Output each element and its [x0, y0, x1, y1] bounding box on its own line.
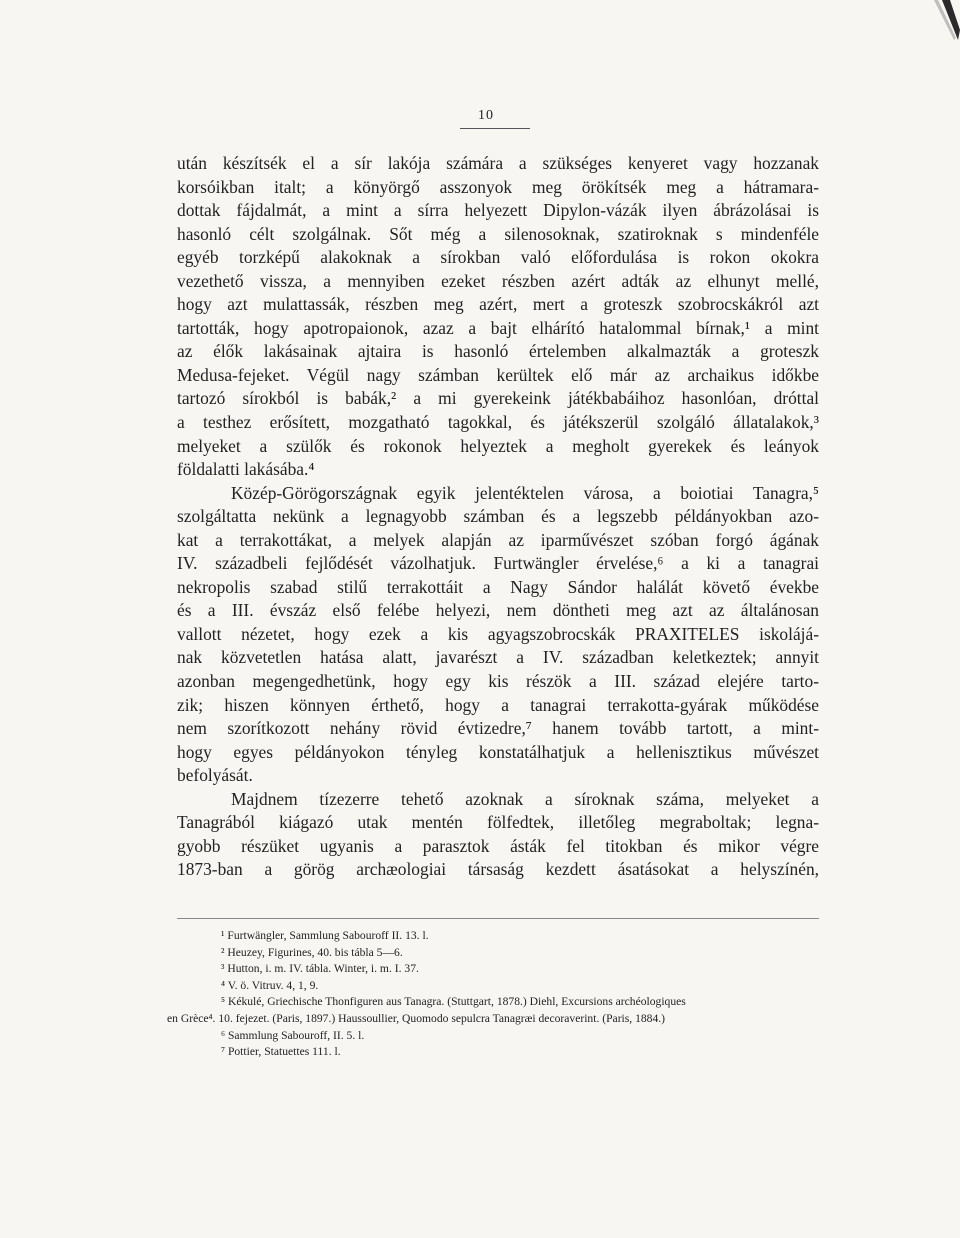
footnote: ⁵ Kékulé, Griechische Thonfiguren aus Tanagra. (Stuttgart, 1878.) Diehl, Excursions archéologiques: [221, 995, 686, 1009]
text-line: tartozó sírokból is babák,² a mi gyerekeink játékbabáihoz hasonlóan, dróttal: [177, 388, 819, 409]
footnote: ⁶ Sammlung Sabouroff, II. 5. l.: [221, 1028, 365, 1042]
text-line: dottak fájdalmát, a mint a sírra helyezett Dipylon-vázák ilyen ábrázolásai is: [177, 200, 819, 221]
footnote: ⁷ Pottier, Statuettes 111. l.: [221, 1045, 341, 1059]
text-line: szolgáltatta nekünk a legnagyobb számban és a legszebb példányokban azo-: [177, 506, 819, 527]
footnotes: [167, 928, 825, 1061]
text-line: Majdnem tízezerre tehető azoknak a síroknak száma, melyeket a: [231, 788, 819, 809]
text-line: egyéb torzképű alakoknak a sírokban való előfordulása is rokon okokra: [177, 247, 819, 268]
footnote-separator: [177, 918, 819, 919]
text-line: zik; hiszen könnyen érthető, hogy a tanagrai terrakotta-gyárak működése: [177, 694, 819, 715]
text-line: a testhez erősített, mozgatható tagokkal, és játékszerül szolgáló állatalakok,³: [177, 412, 819, 433]
page-number: 10: [478, 108, 494, 123]
text-line: vezethető vissza, a mennyiben ezeket részben azért adták az elhunyt mellé,: [177, 270, 819, 291]
text-line: befolyását.: [177, 765, 253, 786]
text-line: gyobb részüket ugyanis a parasztok ásták fel titokban és mikor végre: [177, 835, 819, 856]
text-line: kat a terrakottákat, a melyek alapján az iparművészet szóban forgó ágának: [177, 529, 819, 550]
text-line: Medusa-fejeket. Végül nagy számban kerültek elő már az archaikus időkbe: [177, 364, 819, 385]
text-line: tartották, hogy apotropaionok, azaz a bajt elhárító hatalommal bírnak,¹ a mint: [177, 317, 819, 338]
text-line: 1873-ban a görög archæologiai társaság kezdett ásatásokat a helyszínén,: [177, 859, 819, 880]
text-line: nak közvetetlen hatása alatt, javarészt a IV. században keletkeztek; annyit: [177, 647, 819, 668]
text-line: azonban megengedhetünk, hogy egy kis részök a III. század elejére tarto-: [177, 671, 819, 692]
text-line: Közép-Görögországnak egyik jelentéktelen városa, a boiotiai Tanagra,⁵: [231, 482, 819, 503]
footnote: ³ Hutton, i. m. IV. tábla. Winter, i. m. I. 37.: [221, 962, 419, 976]
text-line: vallott nézetet, hogy ezek a kis agyagszobrocskák PRAXITELES iskolájá-: [177, 623, 819, 644]
text-line: az élők lakásainak ajtaira is hasonló értelemben alkalmazták a groteszk: [177, 341, 819, 362]
text-line: nem szorítkozott nehány rövid évtizedre,⁷ hanem tovább tartott, a mint-: [177, 718, 819, 739]
corner-mark: [920, 0, 960, 40]
text-line: Tanagrából kiágazó utak mentén fölfedtek, illetőleg megraboltak; legna-: [177, 812, 819, 833]
text-line: hasonló célt szolgálnak. Sőt még a silenosoknak, szatiroknak s mindenféle: [177, 223, 819, 244]
text-line: földalatti lakásába.⁴: [177, 459, 315, 480]
text-line: után készítsék el a sír lakója számára a szükséges kenyeret vagy hozzanak: [177, 153, 819, 173]
footnote: en Grèce⁴. 10. fejezet. (Paris, 1897.) Haussoullier, Quomodo sepulcra Tanagræi decoraverint. (Paris, 1884.): [167, 1011, 666, 1025]
text-line: hogy egyes példányokon tényleg konstatálhatjuk a hellenisztikus művészet: [177, 741, 819, 762]
footnote: ² Heuzey, Figurines, 40. bis tábla 5—6.: [221, 945, 403, 959]
text-line: hogy azt mulattassák, részben meg azért, mert a groteszk szobrocskákról azt: [177, 294, 819, 315]
text-line: IV. századbeli fejlődését vázolhatjuk. Furtwängler érvelése,⁶ a ki a tanagrai: [177, 553, 819, 574]
body-text: [177, 152, 819, 882]
text-line: melyeket a szülők és rokonok helyeztek a megholt gyerekek és leányok: [177, 435, 819, 456]
footnote: ¹ Furtwängler, Sammlung Sabouroff II. 13. l.: [221, 929, 429, 942]
page-number-rule: [460, 128, 530, 129]
text-line: és a III. évszáz első felébe helyezi, nem döntheti meg azt az általánosan: [177, 600, 819, 621]
text-line: nekropolis szabad stilű terrakottáit a Nagy Sándor halálát követő évekbe: [177, 576, 819, 597]
text-line: korsóikban italt; a könyörgő asszonyok meg örökítsék meg a hátramara-: [177, 176, 819, 197]
footnote: ⁴ V. ö. Vitruv. 4, 1, 9.: [221, 978, 319, 992]
